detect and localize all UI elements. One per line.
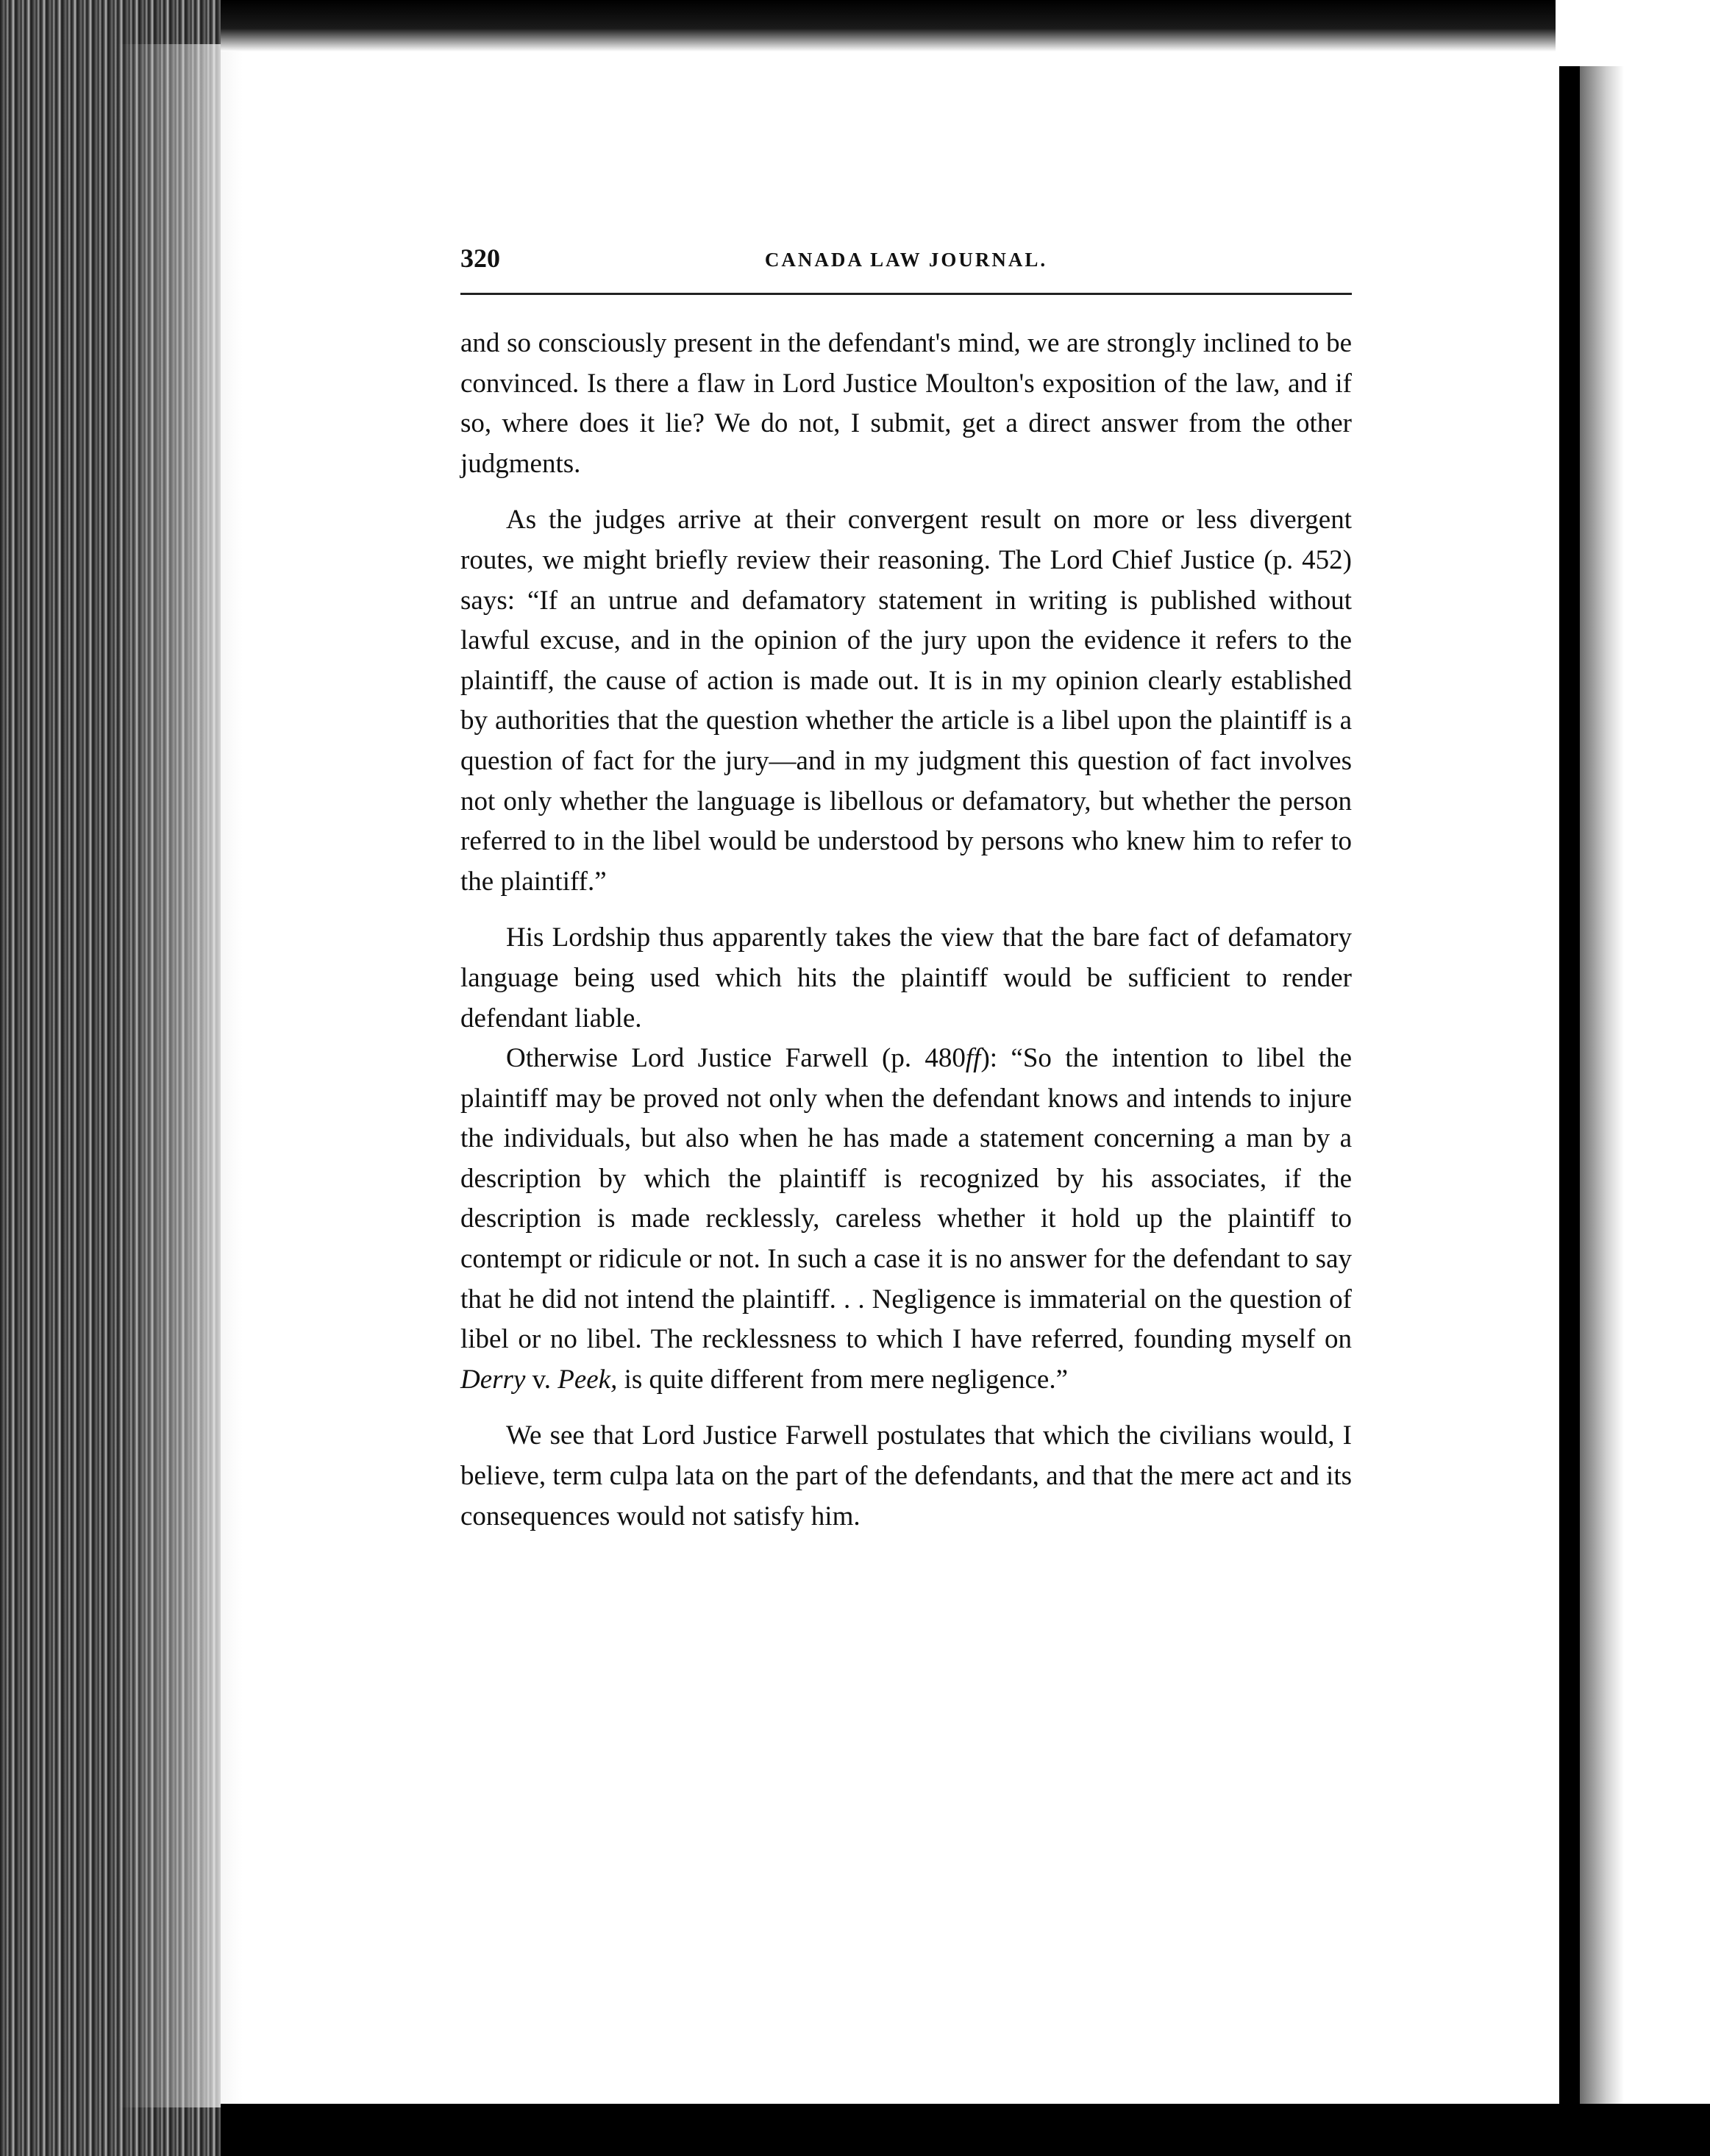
text-segment: v.	[525, 1364, 558, 1395]
book-edge-right	[1559, 66, 1580, 2118]
running-head	[460, 243, 1352, 294]
italic-segment: ff	[965, 1043, 981, 1074]
paragraph	[460, 500, 1352, 902]
paragraph	[460, 1416, 1352, 1537]
text-segment: is quite different from mere negligence.”	[617, 1364, 1069, 1395]
case-name-italic: Derry	[460, 1364, 526, 1395]
text-segment: His Lordship thus apparently takes the view that the bare fact of defamatory language being used which hits the plaintiff would be sufficient to render defendant liable.	[460, 922, 1352, 1033]
journal-title: CANADA LAW JOURNAL.	[764, 249, 1048, 271]
text-segment: and so consciously present in the defendant's mind, we are strongly inclined to be convinced. Is there a flaw in Lord Justice Moulton's exposition of the law, and if so, where does it lie? We do not, I submit, get a direct answer from the other judgments.	[460, 328, 1352, 479]
paragraph	[460, 324, 1352, 484]
paragraph	[460, 918, 1352, 1039]
header-rule	[460, 293, 1352, 295]
text-segment: Otherwise Lord Justice Farwell (p. 480	[506, 1043, 966, 1074]
text-segment: ): “So the intention to libel the plaintiff may be proved not only when the defendant knows and intends to injure the individuals, but also when he has made a statement concerning a man by a description by which the plaintiff is recognized by his associates, if the description is made recklessly, careless whether it hold up the plaintiff to contempt or ridicule or not. In such a case it is no answer for the defendant to say that he did not intend the plaintiff. . . Negligence is immaterial on the question of libel or no libel. The recklessness to which I have referred, founding myself on	[460, 1043, 1352, 1355]
case-name-italic: Peek,	[557, 1364, 618, 1395]
article-body	[460, 324, 1352, 1537]
page-number: 320	[460, 243, 500, 273]
bottom-scan-shadow	[221, 2104, 1710, 2156]
gutter-shading	[118, 44, 243, 2107]
top-scan-shadow	[221, 0, 1710, 51]
text-segment: We see that Lord Justice Farwell postulates that which the civilians would, I believe, term culpa lata on the part of the defendants, and that the mere act and its consequences would not satisfy him.	[460, 1420, 1352, 1531]
text-segment: As the judges arrive at their convergent result on more or less divergent routes, we might briefly review their reasoning. The Lord Chief Justice (p. 452) says: “If an untrue and defamatory statement in writing is published without lawful excuse, and in the opinion of the jury upon the evidence it refers to the plaintiff, the cause of action is made out. It is in my opinion clearly established by authorities that the question whether the article is a libel upon the plaintiff is a question of fact for the jury—and in my judgment this question of fact involves not only whether the language is libellous or defamatory, but whether the person referred to in the libel would be understood by persons who knew him to refer to the plaintiff.”	[460, 505, 1352, 897]
book-edge-shading	[1580, 66, 1624, 2118]
paragraph	[460, 1039, 1352, 1400]
